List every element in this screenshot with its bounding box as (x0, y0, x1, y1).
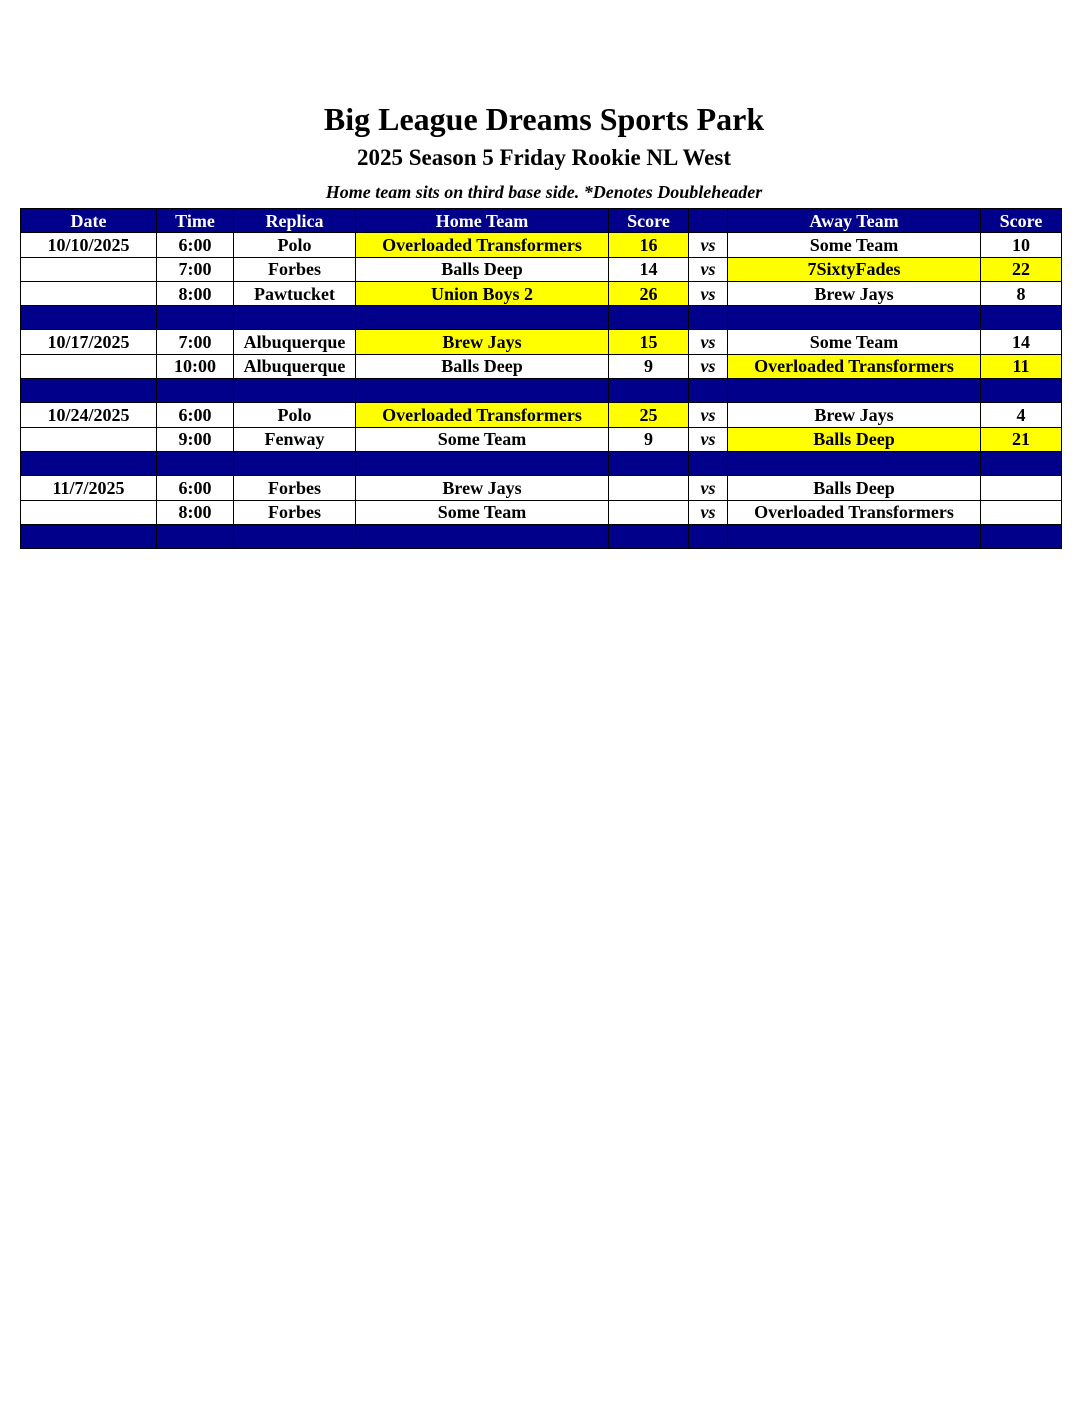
date-cell (21, 257, 157, 281)
away-score-cell: 22 (981, 257, 1062, 281)
table-row (21, 427, 1062, 451)
home-score-cell: 9 (609, 427, 689, 451)
week-separator-row (21, 306, 1062, 330)
replica-cell: Forbes (234, 500, 356, 524)
home-team-cell: Overloaded Transformers (356, 233, 609, 257)
column-header-vs (689, 209, 728, 233)
column-header-replica: Replica (234, 209, 356, 233)
away-score-cell: 4 (981, 403, 1062, 427)
away-score-cell (981, 476, 1062, 500)
column-header-home-score: Score (609, 209, 689, 233)
vs-cell: vs (689, 403, 728, 427)
vs-cell: vs (689, 476, 728, 500)
table-row (21, 500, 1062, 524)
home-team-cell: Brew Jays (356, 476, 609, 500)
table-row (21, 281, 1062, 305)
table-row (21, 354, 1062, 378)
time-cell: 6:00 (157, 476, 234, 500)
date-cell: 10/17/2025 (21, 330, 157, 354)
week-separator-row (21, 379, 1062, 403)
date-cell: 11/7/2025 (21, 476, 157, 500)
away-score-cell: 8 (981, 281, 1062, 305)
date-cell (21, 281, 157, 305)
week-separator-row (21, 451, 1062, 475)
away-score-cell: 10 (981, 233, 1062, 257)
time-cell: 8:00 (157, 500, 234, 524)
vs-cell: vs (689, 233, 728, 257)
away-team-cell: Brew Jays (728, 281, 981, 305)
column-header-home-team: Home Team (356, 209, 609, 233)
date-cell (21, 427, 157, 451)
time-cell: 7:00 (157, 257, 234, 281)
away-score-cell (981, 500, 1062, 524)
home-team-cell: Some Team (356, 427, 609, 451)
time-cell: 10:00 (157, 354, 234, 378)
home-score-cell: 14 (609, 257, 689, 281)
vs-cell: vs (689, 330, 728, 354)
away-team-cell: 7SixtyFades (728, 257, 981, 281)
date-cell (21, 354, 157, 378)
table-row (21, 330, 1062, 354)
vs-cell: vs (689, 281, 728, 305)
vs-cell: vs (689, 500, 728, 524)
date-cell (21, 500, 157, 524)
table-row (21, 476, 1062, 500)
replica-cell: Fenway (234, 427, 356, 451)
schedule-table (20, 208, 1062, 549)
schedule-note: Home team sits on third base side. *Denotes Doubleheader (325, 182, 763, 202)
replica-cell: Albuquerque (234, 330, 356, 354)
away-team-cell: Balls Deep (728, 427, 981, 451)
vs-cell: vs (689, 257, 728, 281)
home-score-cell: 16 (609, 233, 689, 257)
replica-cell: Polo (234, 403, 356, 427)
away-team-cell: Brew Jays (728, 403, 981, 427)
table-row (21, 403, 1062, 427)
away-team-cell: Balls Deep (728, 476, 981, 500)
replica-cell: Polo (234, 233, 356, 257)
column-header-date: Date (21, 209, 157, 233)
replica-cell: Forbes (234, 257, 356, 281)
home-score-cell: 25 (609, 403, 689, 427)
home-score-cell: 26 (609, 281, 689, 305)
replica-cell: Forbes (234, 476, 356, 500)
table-header-row (21, 209, 1062, 233)
week-separator-row (21, 524, 1062, 548)
home-score-cell (609, 476, 689, 500)
home-team-cell: Overloaded Transformers (356, 403, 609, 427)
away-team-cell: Some Team (728, 330, 981, 354)
away-team-cell: Overloaded Transformers (728, 354, 981, 378)
time-cell: 7:00 (157, 330, 234, 354)
column-header-away-score: Score (981, 209, 1062, 233)
home-team-cell: Balls Deep (356, 354, 609, 378)
table-row (21, 257, 1062, 281)
away-score-cell: 11 (981, 354, 1062, 378)
home-team-cell: Some Team (356, 500, 609, 524)
home-score-cell: 15 (609, 330, 689, 354)
date-cell: 10/24/2025 (21, 403, 157, 427)
home-team-cell: Brew Jays (356, 330, 609, 354)
away-score-cell: 14 (981, 330, 1062, 354)
time-cell: 9:00 (157, 427, 234, 451)
home-team-cell: Union Boys 2 (356, 281, 609, 305)
away-team-cell: Overloaded Transformers (728, 500, 981, 524)
away-score-cell: 21 (981, 427, 1062, 451)
column-header-away-team: Away Team (728, 209, 981, 233)
replica-cell: Pawtucket (234, 281, 356, 305)
time-cell: 6:00 (157, 403, 234, 427)
vs-cell: vs (689, 354, 728, 378)
away-team-cell: Some Team (728, 233, 981, 257)
replica-cell: Albuquerque (234, 354, 356, 378)
time-cell: 8:00 (157, 281, 234, 305)
vs-cell: vs (689, 427, 728, 451)
date-cell: 10/10/2025 (21, 233, 157, 257)
page-title: Big League Dreams Sports Park (323, 101, 765, 137)
home-score-cell: 9 (609, 354, 689, 378)
time-cell: 6:00 (157, 233, 234, 257)
column-header-time: Time (157, 209, 234, 233)
table-row (21, 233, 1062, 257)
home-team-cell: Balls Deep (356, 257, 609, 281)
home-score-cell (609, 500, 689, 524)
page-subtitle: 2025 Season 5 Friday Rookie NL West (357, 145, 731, 170)
